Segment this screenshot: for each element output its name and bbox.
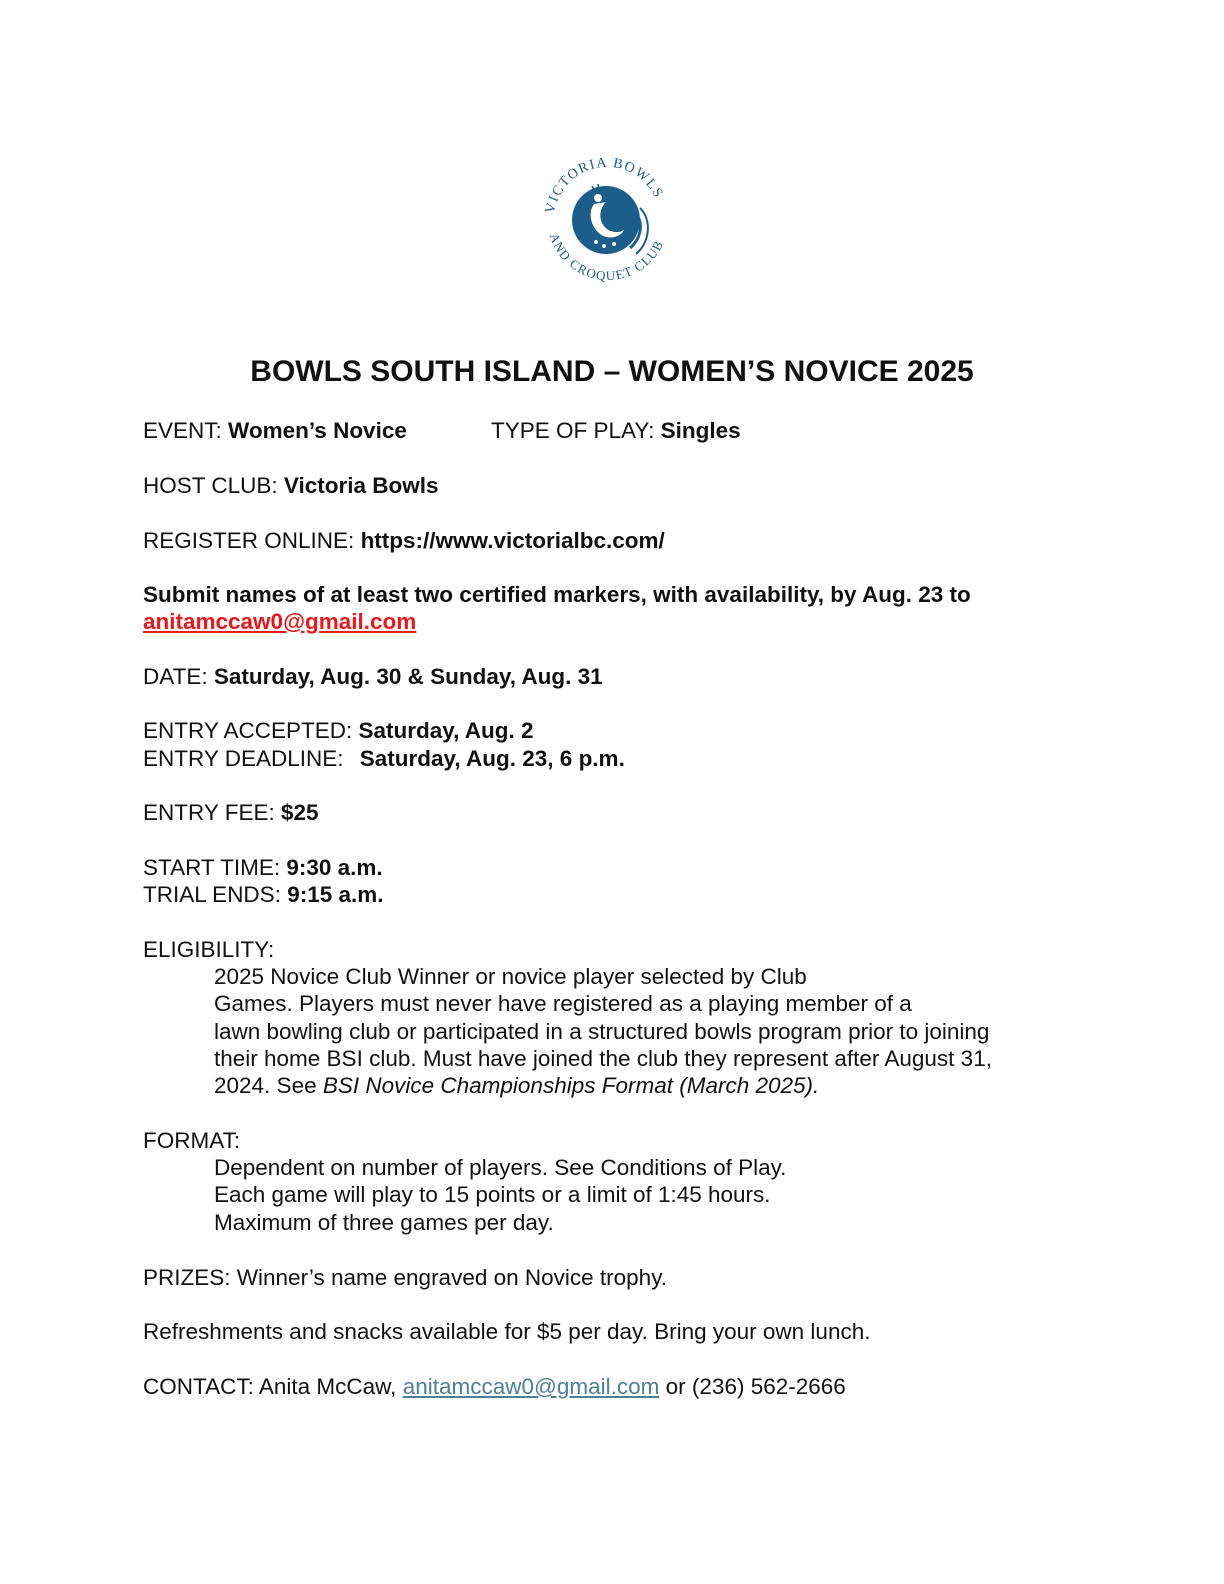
register-url[interactable]: https://www.victorialbc.com/ — [360, 528, 665, 553]
page-title: BOWLS SOUTH ISLAND – WOMEN’S NOVICE 2025 — [250, 355, 974, 388]
entry-accepted-line — [143, 717, 534, 745]
entry-accepted-label: ENTRY ACCEPTED: — [143, 718, 353, 743]
eligibility-label: ELIGIBILITY: — [143, 937, 275, 962]
contact-name: Anita McCaw, — [258, 1374, 397, 1399]
entry-deadline-value: Saturday, Aug. 23, 6 p.m. — [359, 746, 625, 771]
date-label: DATE: — [143, 664, 208, 689]
start-time-label: START TIME: — [143, 855, 281, 880]
format-line: Maximum of three games per day. — [214, 1210, 554, 1235]
entry-fee-label: ENTRY FEE: — [143, 800, 275, 825]
prizes-value: Winner’s name engraved on Novice trophy. — [236, 1265, 668, 1290]
register-line — [143, 527, 665, 555]
event-line — [143, 417, 407, 445]
format-line: Each game will play to 15 points or a limit of 1:45 hours. — [214, 1182, 771, 1207]
date-line — [143, 663, 603, 691]
host-club-label: HOST CLUB: — [143, 473, 278, 498]
format-label: FORMAT: — [143, 1128, 241, 1153]
type-of-play-line — [491, 417, 741, 445]
peacock-icon — [572, 184, 648, 254]
contact-phone-prefix: or — [665, 1374, 686, 1399]
start-time-line — [143, 854, 383, 882]
prizes-label: PRIZES: — [143, 1265, 231, 1290]
entry-accepted-value: Saturday, Aug. 2 — [358, 718, 534, 743]
eligibility-line: lawn bowling club or participated in a structured bowls program prior to joining — [214, 1019, 990, 1044]
register-label: REGISTER ONLINE: — [143, 528, 355, 553]
event-value: Women’s Novice — [228, 418, 407, 443]
entry-fee-line — [143, 799, 319, 827]
eligibility-line: their home BSI club. Must have joined the club they represent after August 31, — [214, 1046, 992, 1071]
event-label: EVENT: — [143, 418, 222, 443]
eligibility-line — [214, 1072, 819, 1100]
trial-ends-label: TRIAL ENDS: — [143, 882, 281, 907]
eligibility-line: Games. Players must never have registered as a playing member of a — [214, 991, 912, 1016]
trial-ends-value: 9:15 a.m. — [287, 882, 384, 907]
logo-text-bottom: AND CROQUET CLUB — [546, 230, 667, 284]
markers-text: Submit names of at least two certified markers, with availability, by Aug. 23 to — [143, 582, 971, 607]
contact-label: CONTACT: — [143, 1374, 254, 1399]
host-club-value: Victoria Bowls — [283, 473, 439, 498]
eligibility-last-prefix: 2024. See — [214, 1073, 323, 1098]
format-line: Dependent on number of players. See Conditions of Play. — [214, 1155, 787, 1180]
entry-deadline-line — [143, 745, 625, 773]
logo-text-top: VICTORIA BOWLS — [543, 155, 666, 215]
date-value: Saturday, Aug. 30 & Sunday, Aug. 31 — [213, 664, 603, 689]
entry-fee-value: $25 — [280, 800, 319, 825]
club-logo — [534, 146, 678, 290]
markers-email-link[interactable]: anitamccaw0@gmail.com — [143, 609, 417, 634]
start-time-value: 9:30 a.m. — [286, 855, 383, 880]
format-document-reference: BSI Novice Championships Format (March 2025). — [322, 1073, 820, 1098]
type-of-play-label: TYPE OF PLAY: — [491, 418, 655, 443]
host-club-line — [143, 472, 439, 500]
contact-line — [143, 1373, 846, 1401]
contact-email-link[interactable]: anitamccaw0@gmail.com — [402, 1374, 660, 1399]
trial-ends-line — [143, 881, 384, 909]
refreshments-line: Refreshments and snacks available for $5 per day. Bring your own lunch. — [143, 1319, 871, 1344]
type-of-play-value: Singles — [660, 418, 741, 443]
prizes-line — [143, 1264, 667, 1292]
contact-phone: (236) 562-2666 — [691, 1374, 846, 1399]
eligibility-line: 2025 Novice Club Winner or novice player selected by Club — [214, 964, 807, 989]
entry-deadline-label: ENTRY DEADLINE: — [143, 746, 344, 771]
